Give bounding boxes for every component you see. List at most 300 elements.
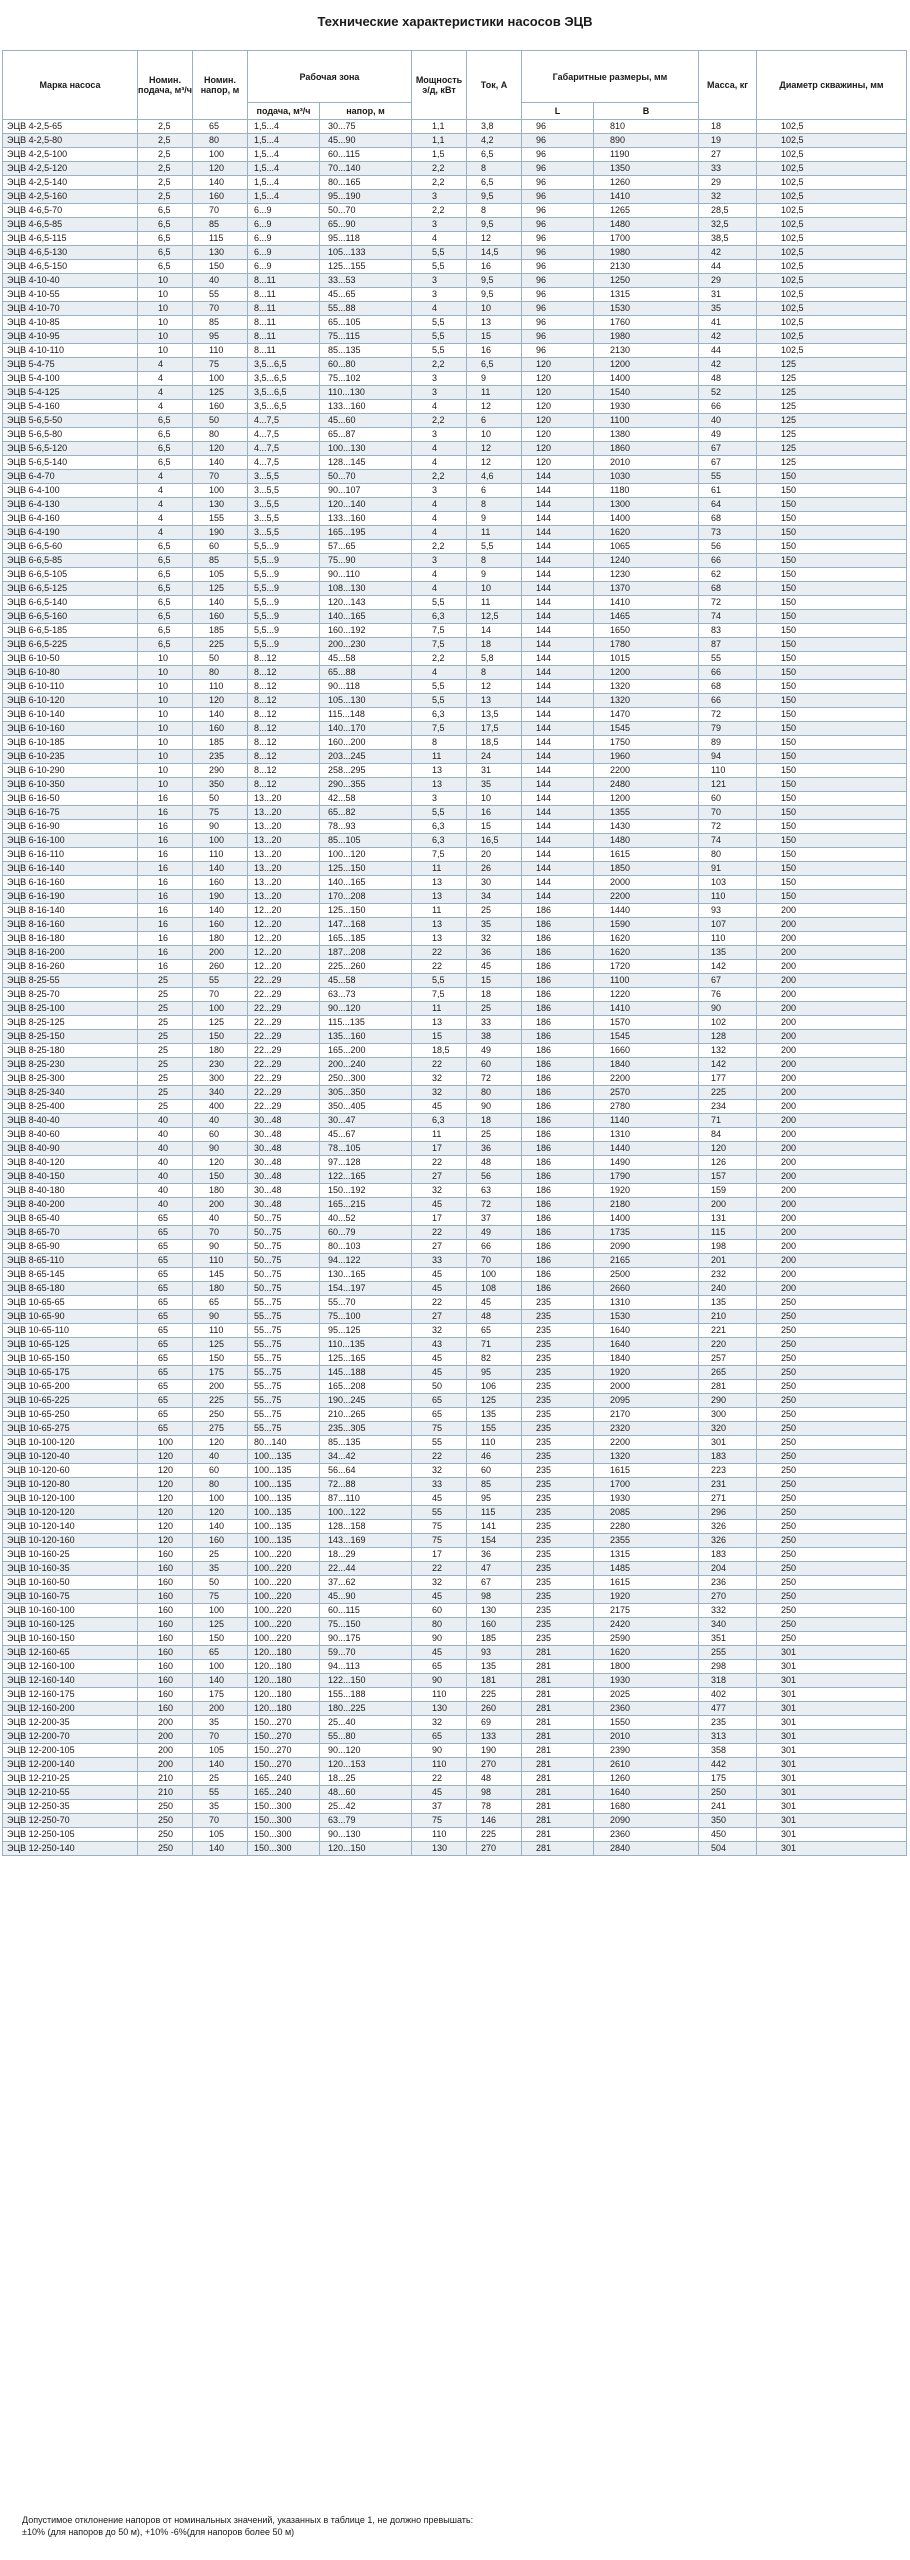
flow-cell: 10 [138, 750, 193, 764]
dim-b-cell: 1980 [594, 330, 699, 344]
diameter-cell: 250 [757, 1632, 907, 1646]
power-cell: 5,5 [412, 596, 467, 610]
dim-b-cell: 1620 [594, 946, 699, 960]
mass-cell: 49 [699, 428, 757, 442]
flow-cell: 65 [138, 1226, 193, 1240]
work-flow-cell: 1,5...4 [248, 134, 320, 148]
power-cell: 45 [412, 1590, 467, 1604]
work-flow-cell: 13...20 [248, 848, 320, 862]
power-cell: 7,5 [412, 638, 467, 652]
diameter-cell: 150 [757, 820, 907, 834]
power-cell: 6,3 [412, 610, 467, 624]
diameter-cell: 250 [757, 1408, 907, 1422]
dim-b-cell: 2090 [594, 1240, 699, 1254]
diameter-cell: 150 [757, 652, 907, 666]
model-cell: ЭЦВ 8-40-40 [3, 1114, 138, 1128]
diameter-cell: 200 [757, 1058, 907, 1072]
diameter-cell: 200 [757, 1142, 907, 1156]
dim-l-cell: 144 [522, 806, 594, 820]
head-cell: 100 [193, 1492, 248, 1506]
model-cell: ЭЦВ 12-250-105 [3, 1828, 138, 1842]
head-cell: 80 [193, 134, 248, 148]
current-cell: 46 [467, 1450, 522, 1464]
model-cell: ЭЦВ 8-40-90 [3, 1142, 138, 1156]
work-head-cell: 75...115 [320, 330, 412, 344]
dim-b-cell: 1615 [594, 848, 699, 862]
head-cell: 100 [193, 1660, 248, 1674]
model-cell: ЭЦВ 8-25-125 [3, 1016, 138, 1030]
work-flow-cell: 8...12 [248, 680, 320, 694]
dim-l-cell: 96 [522, 148, 594, 162]
dim-l-cell: 120 [522, 456, 594, 470]
flow-cell: 25 [138, 1044, 193, 1058]
dim-l-cell: 235 [522, 1534, 594, 1548]
dim-l-cell: 144 [522, 470, 594, 484]
head-cell: 60 [193, 540, 248, 554]
flow-cell: 100 [138, 1436, 193, 1450]
work-head-cell: 63...79 [320, 1814, 412, 1828]
head-cell: 125 [193, 582, 248, 596]
table-row [3, 134, 907, 148]
table-row [3, 918, 907, 932]
dim-b-cell: 1570 [594, 1016, 699, 1030]
diameter-cell: 200 [757, 1002, 907, 1016]
power-cell: 5,5 [412, 316, 467, 330]
diameter-cell: 102,5 [757, 246, 907, 260]
diameter-cell: 150 [757, 722, 907, 736]
head-cell: 90 [193, 1310, 248, 1324]
work-head-cell: 55...88 [320, 302, 412, 316]
dim-b-cell: 1640 [594, 1324, 699, 1338]
flow-cell: 2,5 [138, 190, 193, 204]
work-head-cell: 94...113 [320, 1660, 412, 1674]
power-cell: 27 [412, 1240, 467, 1254]
mass-cell: 120 [699, 1142, 757, 1156]
dim-l-cell: 144 [522, 512, 594, 526]
head-cell: 120 [193, 1506, 248, 1520]
mass-cell: 142 [699, 1058, 757, 1072]
table-row [3, 1450, 907, 1464]
work-flow-cell: 13...20 [248, 862, 320, 876]
model-cell: ЭЦВ 12-250-140 [3, 1842, 138, 1856]
dim-b-cell: 1320 [594, 680, 699, 694]
mass-cell: 241 [699, 1800, 757, 1814]
model-cell: ЭЦВ 4-10-110 [3, 344, 138, 358]
flow-cell: 10 [138, 680, 193, 694]
model-cell: ЭЦВ 10-65-200 [3, 1380, 138, 1394]
diameter-cell: 301 [757, 1744, 907, 1758]
table-row [3, 204, 907, 218]
power-cell: 3 [412, 792, 467, 806]
model-cell: ЭЦВ 4-10-85 [3, 316, 138, 330]
mass-cell: 72 [699, 820, 757, 834]
flow-cell: 65 [138, 1254, 193, 1268]
work-flow-cell: 8...12 [248, 750, 320, 764]
dim-l-cell: 186 [522, 988, 594, 1002]
power-cell: 32 [412, 1184, 467, 1198]
model-cell: ЭЦВ 8-16-260 [3, 960, 138, 974]
dim-b-cell: 2355 [594, 1534, 699, 1548]
work-head-cell: 133...160 [320, 512, 412, 526]
model-cell: ЭЦВ 4-2,5-160 [3, 190, 138, 204]
work-head-cell: 154...197 [320, 1282, 412, 1296]
flow-cell: 200 [138, 1716, 193, 1730]
flow-cell: 250 [138, 1800, 193, 1814]
current-cell: 25 [467, 904, 522, 918]
model-cell: ЭЦВ 8-65-110 [3, 1254, 138, 1268]
work-head-cell: 60...115 [320, 148, 412, 162]
flow-cell: 250 [138, 1828, 193, 1842]
flow-cell: 25 [138, 1072, 193, 1086]
diameter-cell: 102,5 [757, 176, 907, 190]
mass-cell: 200 [699, 1198, 757, 1212]
diameter-cell: 200 [757, 1156, 907, 1170]
header-mass: Масса, кг [699, 51, 757, 120]
current-cell: 45 [467, 960, 522, 974]
mass-cell: 318 [699, 1674, 757, 1688]
power-cell: 1,1 [412, 120, 467, 134]
current-cell: 72 [467, 1072, 522, 1086]
dim-l-cell: 186 [522, 946, 594, 960]
table-row [3, 946, 907, 960]
work-flow-cell: 100...135 [248, 1478, 320, 1492]
table-row [3, 1254, 907, 1268]
work-flow-cell: 22...29 [248, 1086, 320, 1100]
work-head-cell: 78...93 [320, 820, 412, 834]
power-cell: 4 [412, 302, 467, 316]
diameter-cell: 301 [757, 1814, 907, 1828]
mass-cell: 351 [699, 1632, 757, 1646]
dim-l-cell: 235 [522, 1408, 594, 1422]
dim-l-cell: 96 [522, 246, 594, 260]
head-cell: 55 [193, 288, 248, 302]
dim-l-cell: 96 [522, 274, 594, 288]
work-head-cell: 160...200 [320, 736, 412, 750]
model-cell: ЭЦВ 6-16-110 [3, 848, 138, 862]
table-row [3, 638, 907, 652]
dim-b-cell: 1700 [594, 232, 699, 246]
table-row [3, 1030, 907, 1044]
diameter-cell: 301 [757, 1758, 907, 1772]
diameter-cell: 150 [757, 540, 907, 554]
current-cell: 18 [467, 1114, 522, 1128]
current-cell: 36 [467, 1548, 522, 1562]
table-row [3, 246, 907, 260]
power-cell: 4 [412, 568, 467, 582]
table-row [3, 1100, 907, 1114]
table-row [3, 1744, 907, 1758]
current-cell: 48 [467, 1310, 522, 1324]
power-cell: 90 [412, 1632, 467, 1646]
dim-l-cell: 281 [522, 1842, 594, 1856]
diameter-cell: 250 [757, 1296, 907, 1310]
work-flow-cell: 50...75 [248, 1212, 320, 1226]
dim-b-cell: 1230 [594, 568, 699, 582]
head-cell: 85 [193, 316, 248, 330]
work-flow-cell: 30...48 [248, 1170, 320, 1184]
current-cell: 37 [467, 1212, 522, 1226]
mass-cell: 298 [699, 1660, 757, 1674]
diameter-cell: 150 [757, 484, 907, 498]
flow-cell: 16 [138, 918, 193, 932]
work-head-cell: 87...110 [320, 1492, 412, 1506]
table-row [3, 974, 907, 988]
model-cell: ЭЦВ 12-200-105 [3, 1744, 138, 1758]
work-head-cell: 22...44 [320, 1562, 412, 1576]
work-flow-cell: 8...11 [248, 344, 320, 358]
flow-cell: 10 [138, 288, 193, 302]
dim-l-cell: 144 [522, 862, 594, 876]
work-head-cell: 75...100 [320, 1310, 412, 1324]
flow-cell: 160 [138, 1646, 193, 1660]
power-cell: 6,3 [412, 834, 467, 848]
diameter-cell: 200 [757, 918, 907, 932]
dim-l-cell: 144 [522, 568, 594, 582]
dim-b-cell: 1650 [594, 624, 699, 638]
mass-cell: 66 [699, 400, 757, 414]
table-row [3, 1814, 907, 1828]
dim-l-cell: 144 [522, 554, 594, 568]
model-cell: ЭЦВ 12-250-70 [3, 1814, 138, 1828]
diameter-cell: 200 [757, 1100, 907, 1114]
model-cell: ЭЦВ 12-160-175 [3, 1688, 138, 1702]
table-row [3, 834, 907, 848]
mass-cell: 271 [699, 1492, 757, 1506]
head-cell: 250 [193, 1408, 248, 1422]
head-cell: 190 [193, 526, 248, 540]
work-head-cell: 125...150 [320, 862, 412, 876]
dim-b-cell: 1590 [594, 918, 699, 932]
flow-cell: 120 [138, 1492, 193, 1506]
table-row [3, 568, 907, 582]
mass-cell: 29 [699, 274, 757, 288]
model-cell: ЭЦВ 10-160-35 [3, 1562, 138, 1576]
dim-l-cell: 186 [522, 1282, 594, 1296]
work-head-cell: 45...58 [320, 652, 412, 666]
power-cell: 50 [412, 1380, 467, 1394]
work-head-cell: 70...140 [320, 162, 412, 176]
diameter-cell: 250 [757, 1618, 907, 1632]
dim-b-cell: 1265 [594, 204, 699, 218]
power-cell: 33 [412, 1478, 467, 1492]
table-row [3, 1464, 907, 1478]
model-cell: ЭЦВ 8-25-230 [3, 1058, 138, 1072]
dim-b-cell: 2780 [594, 1100, 699, 1114]
work-head-cell: 25...40 [320, 1716, 412, 1730]
diameter-cell: 150 [757, 582, 907, 596]
head-cell: 50 [193, 652, 248, 666]
work-flow-cell: 13...20 [248, 792, 320, 806]
current-cell: 108 [467, 1282, 522, 1296]
dim-b-cell: 1980 [594, 246, 699, 260]
mass-cell: 38,5 [699, 232, 757, 246]
flow-cell: 4 [138, 358, 193, 372]
work-flow-cell: 4...7,5 [248, 456, 320, 470]
diameter-cell: 125 [757, 386, 907, 400]
table-row [3, 792, 907, 806]
power-cell: 3 [412, 428, 467, 442]
head-cell: 200 [193, 946, 248, 960]
table-row [3, 1702, 907, 1716]
power-cell: 4 [412, 232, 467, 246]
dim-b-cell: 1750 [594, 736, 699, 750]
current-cell: 225 [467, 1688, 522, 1702]
power-cell: 3 [412, 372, 467, 386]
diameter-cell: 102,5 [757, 274, 907, 288]
table-row [3, 1394, 907, 1408]
work-head-cell: 65...87 [320, 428, 412, 442]
power-cell: 27 [412, 1310, 467, 1324]
current-cell: 160 [467, 1618, 522, 1632]
work-flow-cell: 13...20 [248, 834, 320, 848]
dim-l-cell: 186 [522, 1240, 594, 1254]
flow-cell: 6,5 [138, 218, 193, 232]
work-flow-cell: 150...270 [248, 1744, 320, 1758]
flow-cell: 6,5 [138, 232, 193, 246]
head-cell: 150 [193, 1632, 248, 1646]
dim-l-cell: 186 [522, 1156, 594, 1170]
mass-cell: 107 [699, 918, 757, 932]
diameter-cell: 200 [757, 1198, 907, 1212]
table-row [3, 988, 907, 1002]
work-flow-cell: 120...180 [248, 1646, 320, 1660]
current-cell: 48 [467, 1156, 522, 1170]
table-row [3, 190, 907, 204]
diameter-cell: 301 [757, 1674, 907, 1688]
work-flow-cell: 150...270 [248, 1758, 320, 1772]
model-cell: ЭЦВ 6-16-50 [3, 792, 138, 806]
current-cell: 135 [467, 1660, 522, 1674]
mass-cell: 32,5 [699, 218, 757, 232]
dim-b-cell: 1380 [594, 428, 699, 442]
dim-l-cell: 281 [522, 1688, 594, 1702]
head-cell: 25 [193, 1548, 248, 1562]
diameter-cell: 200 [757, 1240, 907, 1254]
flow-cell: 200 [138, 1744, 193, 1758]
work-head-cell: 78...105 [320, 1142, 412, 1156]
current-cell: 155 [467, 1422, 522, 1436]
flow-cell: 6,5 [138, 442, 193, 456]
head-cell: 60 [193, 1464, 248, 1478]
work-head-cell: 165...195 [320, 526, 412, 540]
diameter-cell: 200 [757, 904, 907, 918]
power-cell: 4 [412, 498, 467, 512]
head-cell: 140 [193, 904, 248, 918]
dim-l-cell: 281 [522, 1758, 594, 1772]
power-cell: 65 [412, 1394, 467, 1408]
diameter-cell: 125 [757, 414, 907, 428]
dim-l-cell: 235 [522, 1506, 594, 1520]
current-cell: 32 [467, 932, 522, 946]
mass-cell: 87 [699, 638, 757, 652]
model-cell: ЭЦВ 12-200-35 [3, 1716, 138, 1730]
dim-b-cell: 2500 [594, 1268, 699, 1282]
work-head-cell: 72...88 [320, 1478, 412, 1492]
power-cell: 80 [412, 1618, 467, 1632]
head-cell: 60 [193, 1128, 248, 1142]
table-row [3, 1086, 907, 1100]
current-cell: 30 [467, 876, 522, 890]
mass-cell: 358 [699, 1744, 757, 1758]
flow-cell: 160 [138, 1590, 193, 1604]
mass-cell: 204 [699, 1562, 757, 1576]
flow-cell: 160 [138, 1702, 193, 1716]
mass-cell: 27 [699, 148, 757, 162]
head-cell: 125 [193, 1618, 248, 1632]
head-cell: 100 [193, 1002, 248, 1016]
power-cell: 22 [412, 946, 467, 960]
diameter-cell: 150 [757, 568, 907, 582]
diameter-cell: 250 [757, 1338, 907, 1352]
flow-cell: 25 [138, 988, 193, 1002]
dim-b-cell: 2320 [594, 1422, 699, 1436]
flow-cell: 10 [138, 344, 193, 358]
head-cell: 340 [193, 1086, 248, 1100]
work-flow-cell: 1,5...4 [248, 120, 320, 134]
table-row [3, 694, 907, 708]
model-cell: ЭЦВ 6-10-185 [3, 736, 138, 750]
current-cell: 49 [467, 1226, 522, 1240]
work-flow-cell: 120...180 [248, 1702, 320, 1716]
work-head-cell: 128...158 [320, 1520, 412, 1534]
table-row [3, 470, 907, 484]
work-flow-cell: 50...75 [248, 1240, 320, 1254]
table-row [3, 1142, 907, 1156]
diameter-cell: 200 [757, 1086, 907, 1100]
dim-l-cell: 235 [522, 1464, 594, 1478]
work-head-cell: 115...135 [320, 1016, 412, 1030]
dim-b-cell: 2175 [594, 1604, 699, 1618]
flow-cell: 120 [138, 1506, 193, 1520]
power-cell: 3 [412, 218, 467, 232]
power-cell: 45 [412, 1352, 467, 1366]
mass-cell: 300 [699, 1408, 757, 1422]
work-flow-cell: 50...75 [248, 1282, 320, 1296]
model-cell: ЭЦВ 8-65-90 [3, 1240, 138, 1254]
power-cell: 55 [412, 1506, 467, 1520]
current-cell: 69 [467, 1716, 522, 1730]
current-cell: 63 [467, 1184, 522, 1198]
table-row [3, 1534, 907, 1548]
flow-cell: 65 [138, 1408, 193, 1422]
table-row [3, 1310, 907, 1324]
power-cell: 2,2 [412, 470, 467, 484]
model-cell: ЭЦВ 10-160-100 [3, 1604, 138, 1618]
work-head-cell: 105...130 [320, 694, 412, 708]
diameter-cell: 250 [757, 1534, 907, 1548]
head-cell: 100 [193, 372, 248, 386]
model-cell: ЭЦВ 10-120-120 [3, 1506, 138, 1520]
model-cell: ЭЦВ 6-6,5-225 [3, 638, 138, 652]
work-head-cell: 140...165 [320, 610, 412, 624]
work-flow-cell: 150...270 [248, 1730, 320, 1744]
work-flow-cell: 55...75 [248, 1324, 320, 1338]
table-row [3, 1590, 907, 1604]
dim-l-cell: 96 [522, 134, 594, 148]
diameter-cell: 250 [757, 1520, 907, 1534]
current-cell: 12 [467, 680, 522, 694]
table-row [3, 610, 907, 624]
model-cell: ЭЦВ 10-65-275 [3, 1422, 138, 1436]
work-flow-cell: 13...20 [248, 806, 320, 820]
power-cell: 13 [412, 918, 467, 932]
flow-cell: 6,5 [138, 596, 193, 610]
work-flow-cell: 5,5...9 [248, 582, 320, 596]
work-flow-cell: 22...29 [248, 988, 320, 1002]
mass-cell: 71 [699, 1114, 757, 1128]
dim-l-cell: 96 [522, 232, 594, 246]
mass-cell: 80 [699, 848, 757, 862]
